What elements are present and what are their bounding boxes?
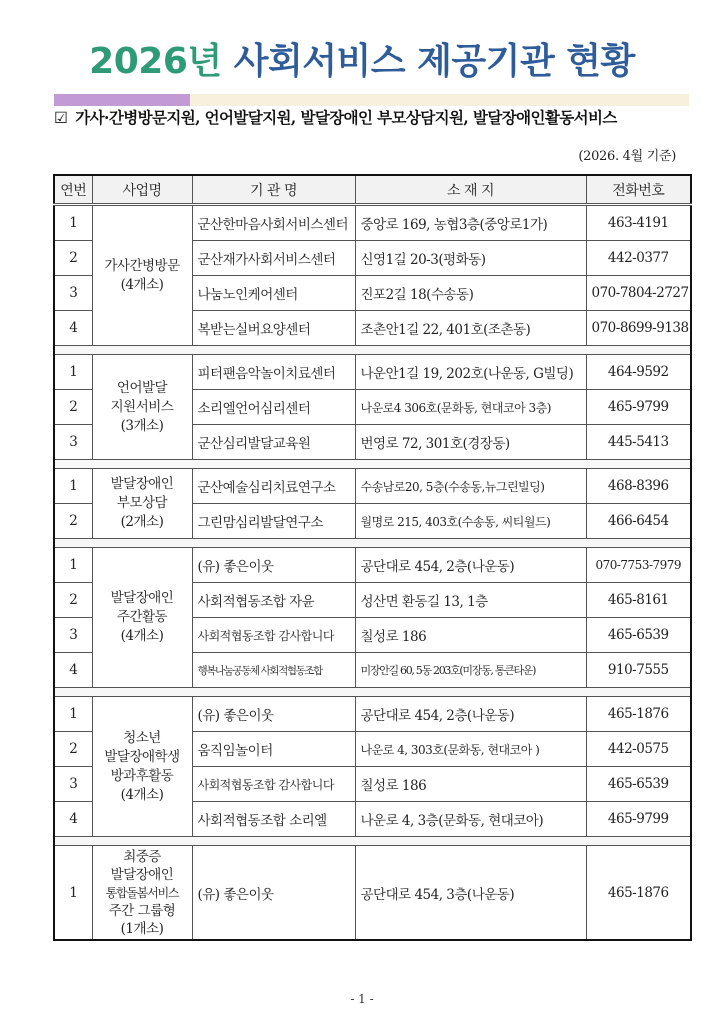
cell-institution: 사회적협동조합 감사합니다 — [192, 767, 355, 802]
cell-no: 1 — [54, 355, 92, 390]
cell-program — [92, 548, 192, 688]
header-no: 연번 — [54, 175, 92, 205]
cell-no: 2 — [54, 390, 92, 425]
cell-institution: 사회적협동조합 자윤 — [192, 583, 355, 618]
table-row — [54, 697, 691, 732]
subtitle-text: 가사·간병방문지원, 언어발달지원, 발달장애인 부모상담지원, 발달장애인활동서비스 — [75, 108, 617, 127]
cell-institution: 피터팬음악놀이치료센터 — [192, 355, 355, 390]
title-text: 사회서비스 제공기관 현황 — [233, 41, 635, 82]
base-date: (2026. 4월 기준) — [578, 149, 676, 164]
section-separator — [54, 837, 691, 846]
cell-institution: (유) 좋은이웃 — [192, 846, 355, 941]
program-line: 발달장애학생 — [104, 748, 180, 765]
cell-address: 수송남로20, 5층(수송동,뉴그린빌딩) — [355, 469, 586, 504]
separator-cell — [54, 460, 691, 469]
cell-address: 나운로 4, 3층(문화동, 현대코아) — [355, 802, 586, 837]
cell-no: 1 — [54, 846, 92, 941]
cell-no: 1 — [54, 697, 92, 732]
cell-phone: 445-5413 — [586, 425, 691, 460]
program-line: (3개소) — [120, 417, 164, 434]
cell-address: 진포2길 18(수송동) — [355, 276, 586, 311]
section-separator — [54, 346, 691, 355]
cell-institution: 사회적협동조합 감사합니다 — [192, 618, 355, 653]
cell-phone: 442-0377 — [586, 241, 691, 276]
program-line: (1개소) — [120, 920, 164, 937]
cell-no: 3 — [54, 425, 92, 460]
cell-institution: (유) 좋은이웃 — [192, 548, 355, 583]
cell-phone: 442-0575 — [586, 732, 691, 767]
program-line: 언어발달 — [116, 379, 168, 396]
cell-institution: (유) 좋은이웃 — [192, 697, 355, 732]
separator-cell — [54, 539, 691, 548]
cell-address: 나운로4 306호(문화동, 현대코아 3층) — [355, 390, 586, 425]
cell-institution: 움직임놀이터 — [192, 732, 355, 767]
cell-program — [92, 469, 192, 539]
decor-bar-accent — [54, 94, 190, 106]
cell-no: 1 — [54, 548, 92, 583]
cell-institution: 소리엘언어심리센터 — [192, 390, 355, 425]
table-row — [54, 205, 691, 241]
institution-table — [53, 174, 692, 941]
cell-phone: 070-8699-9138 — [586, 311, 691, 346]
header-institution: 기 관 명 — [192, 175, 355, 205]
program-line: 발달장애인 — [110, 590, 174, 606]
cell-institution: 군산재가사회서비스센터 — [192, 241, 355, 276]
separator-cell — [54, 688, 691, 697]
section-subtitle — [54, 107, 617, 129]
cell-phone: 465-1876 — [586, 846, 691, 941]
table-row — [54, 846, 691, 941]
cell-institution: 그린맘심리발달연구소 — [192, 504, 355, 539]
program-line: 가사간병방문 — [104, 257, 180, 274]
program-line: 지원서비스 — [110, 398, 174, 415]
table-body — [54, 205, 691, 941]
table-row — [54, 355, 691, 390]
cell-address: 공단대로 454, 2층(나운동) — [355, 697, 586, 732]
cell-address: 공단대로 454, 2층(나운동) — [355, 548, 586, 583]
program-line: 부모상담 — [116, 495, 168, 511]
cell-no: 2 — [54, 241, 92, 276]
program-line: 주간활동 — [116, 609, 168, 625]
cell-address: 중앙로 169, 농협3층(중앙로1가) — [355, 205, 586, 241]
cell-address: 나운안1길 19, 202호(나운동, G빌딩) — [355, 355, 586, 390]
section-separator — [54, 460, 691, 469]
program-line: 청소년 — [123, 729, 161, 746]
table-header-row — [54, 175, 691, 205]
checkbox-icon: ☑ — [54, 109, 68, 127]
cell-address: 번영로 72, 301호(경장동) — [355, 425, 586, 460]
program-line: (4개소) — [120, 786, 164, 803]
program-line: (4개소) — [120, 628, 164, 644]
cell-phone: 465-6539 — [586, 618, 691, 653]
cell-phone: 465-9799 — [586, 802, 691, 837]
cell-phone: 070-7753-7979 — [586, 548, 691, 583]
header-program: 사업명 — [92, 175, 192, 205]
cell-institution: 나눔노인케어센터 — [192, 276, 355, 311]
title-year: 2026년 — [89, 41, 222, 82]
cell-phone: 465-8161 — [586, 583, 691, 618]
cell-address: 성산면 환동길 13, 1층 — [355, 583, 586, 618]
program-line: 방과후활동 — [110, 767, 174, 784]
cell-no: 3 — [54, 767, 92, 802]
cell-phone: 465-9799 — [586, 390, 691, 425]
cell-institution: 사회적협동조합 소리엘 — [192, 802, 355, 837]
cell-institution: 군산심리발달교육원 — [192, 425, 355, 460]
cell-no: 4 — [54, 653, 92, 688]
program-line: 주간 그룹형 — [108, 902, 176, 919]
cell-no: 4 — [54, 802, 92, 837]
cell-program — [92, 205, 192, 346]
cell-phone: 465-1876 — [586, 697, 691, 732]
cell-program — [92, 697, 192, 837]
table-row — [54, 469, 691, 504]
cell-institution: 복받는실버요양센터 — [192, 311, 355, 346]
page-number: - 1 - — [350, 992, 374, 1006]
cell-address: 칠성로 186 — [355, 767, 586, 802]
program-line: 최중증 — [123, 848, 161, 865]
cell-no: 1 — [54, 205, 92, 241]
cell-no: 3 — [54, 618, 92, 653]
program-line: 발달장애인 — [110, 476, 174, 492]
cell-address: 조촌안1길 22, 401호(조촌동) — [355, 311, 586, 346]
separator-cell — [54, 837, 691, 846]
decor-bar-fill — [190, 94, 689, 106]
cell-phone: 463-4191 — [586, 205, 691, 241]
header-address: 소 재 지 — [355, 175, 586, 205]
program-line: (2개소) — [120, 514, 164, 530]
cell-no: 2 — [54, 732, 92, 767]
program-line: 통합돌봄서비스 — [105, 885, 179, 900]
program-line: 발달장애인 — [110, 866, 174, 883]
cell-no: 3 — [54, 276, 92, 311]
cell-phone: 910-7555 — [586, 653, 691, 688]
cell-no: 2 — [54, 583, 92, 618]
cell-no: 4 — [54, 311, 92, 346]
section-separator — [54, 539, 691, 548]
page-title — [0, 38, 724, 86]
table-row — [54, 548, 691, 583]
cell-program — [92, 846, 192, 941]
cell-institution: 행복나눔공동체 사회적협동조합 — [192, 653, 355, 688]
cell-address: 칠성로 186 — [355, 618, 586, 653]
program-line: (4개소) — [120, 276, 164, 293]
separator-cell — [54, 346, 691, 355]
cell-phone: 468-8396 — [586, 469, 691, 504]
cell-institution: 군산한마음사회서비스센터 — [192, 205, 355, 241]
cell-no: 1 — [54, 469, 92, 504]
cell-phone: 464-9592 — [586, 355, 691, 390]
cell-institution: 군산예술심리치료연구소 — [192, 469, 355, 504]
cell-no: 2 — [54, 504, 92, 539]
cell-program — [92, 355, 192, 460]
cell-phone: 466-6454 — [586, 504, 691, 539]
cell-address: 미장안길 60, 5동 203호(미장동, 통큰타운) — [355, 653, 586, 688]
cell-address: 나운로 4, 303호(문화동, 현대코아 ) — [355, 732, 586, 767]
cell-phone: 465-6539 — [586, 767, 691, 802]
cell-address: 공단대로 454, 3층(나운동) — [355, 846, 586, 941]
section-separator — [54, 688, 691, 697]
cell-phone: 070-7804-2727 — [586, 276, 691, 311]
cell-address: 신영1길 20-3(평화동) — [355, 241, 586, 276]
header-phone: 전화번호 — [586, 175, 691, 205]
cell-address: 월명로 215, 403호(수송동, 씨티월드) — [355, 504, 586, 539]
